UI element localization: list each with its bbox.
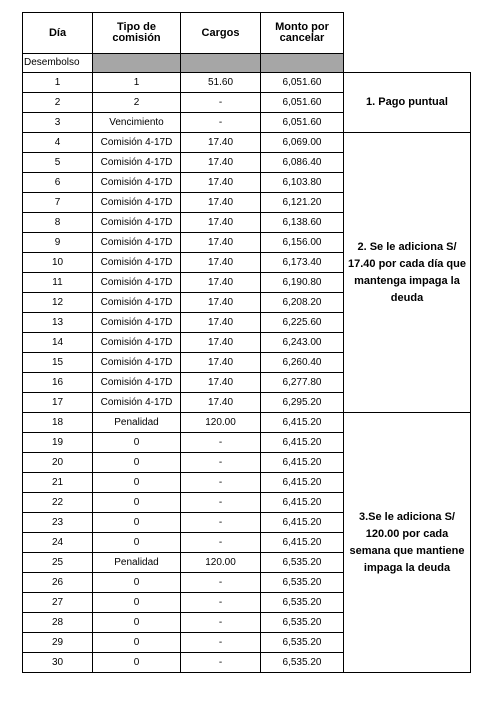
day-cell: 7 xyxy=(23,193,93,213)
commission-type-cell: 0 xyxy=(93,573,181,593)
charges-cell: 17.40 xyxy=(181,153,261,173)
amount-due-cell: 6,051.60 xyxy=(261,113,344,133)
commission-type-cell: Comisión 4-17D xyxy=(93,233,181,253)
commission-type-cell: Comisión 4-17D xyxy=(93,253,181,273)
charges-cell: 120.00 xyxy=(181,553,261,573)
commission-type-cell: 0 xyxy=(93,653,181,673)
explanation-note: 2. Se le adiciona S/ 17.40 por cada día que mantenga impaga la deuda xyxy=(344,133,471,413)
amount-due-cell: 6,415.20 xyxy=(261,533,344,553)
charges-cell: - xyxy=(181,653,261,673)
charges-cell: 17.40 xyxy=(181,273,261,293)
day-cell: 18 xyxy=(23,413,93,433)
commission-type-cell: 0 xyxy=(93,533,181,553)
desembolso-fill xyxy=(261,54,344,73)
charges-cell: 120.00 xyxy=(181,413,261,433)
charges-cell: 17.40 xyxy=(181,193,261,213)
amount-due-cell: 6,069.00 xyxy=(261,133,344,153)
charges-cell: - xyxy=(181,593,261,613)
amount-due-cell: 6,415.20 xyxy=(261,453,344,473)
day-cell: 9 xyxy=(23,233,93,253)
commission-type-cell: Comisión 4-17D xyxy=(93,333,181,353)
commission-type-cell: 0 xyxy=(93,493,181,513)
day-cell: 29 xyxy=(23,633,93,653)
commission-type-cell: Comisión 4-17D xyxy=(93,213,181,233)
header-dia: Día xyxy=(23,13,93,54)
amount-due-cell: 6,535.20 xyxy=(261,593,344,613)
amount-due-cell: 6,103.80 xyxy=(261,173,344,193)
charges-cell: - xyxy=(181,93,261,113)
amount-due-cell: 6,243.00 xyxy=(261,333,344,353)
header-cargos: Cargos xyxy=(181,13,261,54)
amount-due-cell: 6,051.60 xyxy=(261,73,344,93)
commission-type-cell: 0 xyxy=(93,593,181,613)
charges-cell: 17.40 xyxy=(181,373,261,393)
commission-type-cell: Comisión 4-17D xyxy=(93,313,181,333)
explanation-note: 3.Se le adiciona S/ 120.00 por cada semana que mantiene impaga la deuda xyxy=(344,413,471,673)
amount-due-cell: 6,535.20 xyxy=(261,613,344,633)
commission-type-cell: Comisión 4-17D xyxy=(93,193,181,213)
day-cell: 24 xyxy=(23,533,93,553)
charges-cell: 17.40 xyxy=(181,333,261,353)
commission-type-cell: Comisión 4-17D xyxy=(93,153,181,173)
commission-type-cell: 1 xyxy=(93,73,181,93)
charges-cell: - xyxy=(181,433,261,453)
table-row xyxy=(23,133,471,153)
commission-type-cell: Comisión 4-17D xyxy=(93,273,181,293)
commission-type-cell: 0 xyxy=(93,613,181,633)
day-cell: 16 xyxy=(23,373,93,393)
day-cell: 17 xyxy=(23,393,93,413)
day-cell: 14 xyxy=(23,333,93,353)
amount-due-cell: 6,051.60 xyxy=(261,93,344,113)
amount-due-cell: 6,190.80 xyxy=(261,273,344,293)
charges-cell: - xyxy=(181,473,261,493)
commission-type-cell: Vencimiento xyxy=(93,113,181,133)
day-cell: 23 xyxy=(23,513,93,533)
charges-cell: - xyxy=(181,633,261,653)
amount-due-cell: 6,121.20 xyxy=(261,193,344,213)
commission-type-cell: 0 xyxy=(93,453,181,473)
commission-type-cell: Comisión 4-17D xyxy=(93,173,181,193)
day-cell: 1 xyxy=(23,73,93,93)
desembolso-fill xyxy=(181,54,261,73)
day-cell: 3 xyxy=(23,113,93,133)
charges-cell: - xyxy=(181,533,261,553)
day-cell: 22 xyxy=(23,493,93,513)
charges-cell: - xyxy=(181,493,261,513)
charges-cell: 17.40 xyxy=(181,293,261,313)
amount-due-cell: 6,535.20 xyxy=(261,553,344,573)
charges-cell: - xyxy=(181,573,261,593)
header-row xyxy=(23,13,471,54)
amount-due-cell: 6,173.40 xyxy=(261,253,344,273)
day-cell: 10 xyxy=(23,253,93,273)
commission-type-cell: Penalidad xyxy=(93,413,181,433)
day-cell: 15 xyxy=(23,353,93,373)
charges-cell: - xyxy=(181,113,261,133)
table-row xyxy=(23,413,471,433)
table-row xyxy=(23,73,471,93)
day-cell: 27 xyxy=(23,593,93,613)
amount-due-cell: 6,156.00 xyxy=(261,233,344,253)
commission-schedule-table xyxy=(22,12,471,673)
desembolso-label: Desembolso xyxy=(23,54,93,73)
day-cell: 13 xyxy=(23,313,93,333)
commission-type-cell: Penalidad xyxy=(93,553,181,573)
charges-cell: - xyxy=(181,513,261,533)
day-cell: 30 xyxy=(23,653,93,673)
charges-cell: 17.40 xyxy=(181,253,261,273)
day-cell: 20 xyxy=(23,453,93,473)
day-cell: 26 xyxy=(23,573,93,593)
amount-due-cell: 6,415.20 xyxy=(261,493,344,513)
commission-type-cell: Comisión 4-17D xyxy=(93,393,181,413)
amount-due-cell: 6,260.40 xyxy=(261,353,344,373)
charges-cell: 17.40 xyxy=(181,393,261,413)
day-cell: 28 xyxy=(23,613,93,633)
explanation-note: 1. Pago puntual xyxy=(344,73,471,133)
day-cell: 5 xyxy=(23,153,93,173)
amount-due-cell: 6,415.20 xyxy=(261,433,344,453)
charges-cell: 17.40 xyxy=(181,173,261,193)
amount-due-cell: 6,415.20 xyxy=(261,473,344,493)
amount-due-cell: 6,086.40 xyxy=(261,153,344,173)
charges-cell: 17.40 xyxy=(181,133,261,153)
commission-type-cell: 0 xyxy=(93,473,181,493)
amount-due-cell: 6,535.20 xyxy=(261,573,344,593)
amount-due-cell: 6,535.20 xyxy=(261,653,344,673)
charges-cell: 17.40 xyxy=(181,353,261,373)
amount-due-cell: 6,225.60 xyxy=(261,313,344,333)
header-tipo-comision: Tipo de comisión xyxy=(93,13,181,54)
day-cell: 6 xyxy=(23,173,93,193)
commission-type-cell: 2 xyxy=(93,93,181,113)
day-cell: 8 xyxy=(23,213,93,233)
commission-type-cell: Comisión 4-17D xyxy=(93,133,181,153)
amount-due-cell: 6,208.20 xyxy=(261,293,344,313)
desembolso-row xyxy=(23,54,471,73)
header-spacer xyxy=(344,13,471,54)
desembolso-fill xyxy=(93,54,181,73)
amount-due-cell: 6,415.20 xyxy=(261,413,344,433)
amount-due-cell: 6,295.20 xyxy=(261,393,344,413)
charges-cell: 17.40 xyxy=(181,313,261,333)
day-cell: 2 xyxy=(23,93,93,113)
day-cell: 19 xyxy=(23,433,93,453)
commission-type-cell: 0 xyxy=(93,633,181,653)
charges-cell: - xyxy=(181,613,261,633)
commission-type-cell: Comisión 4-17D xyxy=(93,293,181,313)
amount-due-cell: 6,277.80 xyxy=(261,373,344,393)
charges-cell: - xyxy=(181,453,261,473)
commission-type-cell: Comisión 4-17D xyxy=(93,373,181,393)
commission-type-cell: 0 xyxy=(93,513,181,533)
amount-due-cell: 6,138.60 xyxy=(261,213,344,233)
desembolso-spacer xyxy=(344,54,471,73)
day-cell: 25 xyxy=(23,553,93,573)
commission-type-cell: 0 xyxy=(93,433,181,453)
amount-due-cell: 6,535.20 xyxy=(261,633,344,653)
day-cell: 4 xyxy=(23,133,93,153)
charges-cell: 17.40 xyxy=(181,213,261,233)
amount-due-cell: 6,415.20 xyxy=(261,513,344,533)
day-cell: 11 xyxy=(23,273,93,293)
charges-cell: 51.60 xyxy=(181,73,261,93)
commission-type-cell: Comisión 4-17D xyxy=(93,353,181,373)
header-monto-por-cancelar: Monto por cancelar xyxy=(261,13,344,54)
day-cell: 21 xyxy=(23,473,93,493)
charges-cell: 17.40 xyxy=(181,233,261,253)
day-cell: 12 xyxy=(23,293,93,313)
